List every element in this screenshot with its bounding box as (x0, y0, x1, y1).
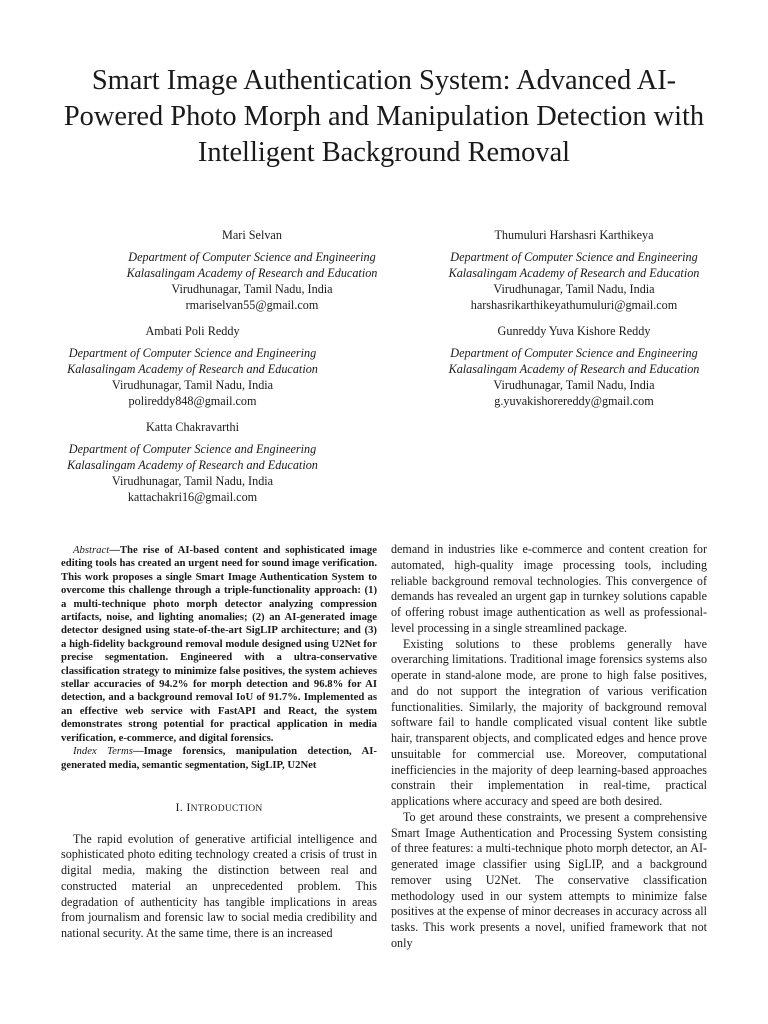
author-location: Virudhunagar, Tamil Nadu, India (111, 474, 274, 488)
section-heading (61, 800, 377, 818)
author-institution: Kalasalingam Academy of Research and Education (126, 266, 378, 280)
section-number: I. (175, 799, 184, 814)
author-name: Katta Chakravarthi (145, 420, 240, 434)
author-name: Mari Selvan (222, 228, 282, 242)
index-terms (61, 745, 377, 772)
paragraph: To get around these constraints, we present a comprehensive Smart Image Authentication and Processing System consisting of three features: a multi-technique photo morph detector, an AI-generated image classifier using SigLIP, and a background remover using U2Net. The conservative classification methodology used in our system attempts to minimize false positives at the expense of minor decreases in accuracy across all tasks. This work presents a novel, unified framework that not only (391, 809, 707, 950)
author-block (424, 227, 724, 313)
abstract-label: Abstract (73, 544, 110, 556)
author-location: Virudhunagar, Tamil Nadu, India (111, 378, 274, 392)
author-department: Department of Computer Science and Engineering (68, 346, 317, 360)
author-department: Department of Computer Science and Engineering (128, 250, 376, 264)
author-block (50, 419, 335, 505)
author-email: kattachakri16@gmail.com (127, 490, 258, 504)
author-institution: Kalasalingam Academy of Research and Education (67, 458, 318, 472)
author-block (430, 323, 718, 409)
right-column (391, 542, 707, 952)
paragraph: demand in industries like e-commerce and content creation for automated, high-quality image processing tools, including reliable background removal technologies. This convergence of demands has revealed an urgent gap in turnkey solutions capable of offering robust image authentication as well as professional-level processing in a single streamlined package. (391, 542, 707, 635)
paragraph: Existing solutions to these problems generally have overarching limitations. Traditional image forensics systems also operate in stand-alone mode, are prone to high false positives, and do not support the integration of various verification functionalities. Similarly, the majority of background removal software fail to handle complicated visual content like subtle hair, transparent objects, and complicated edges and hence prove unsuitable for commercial use. Moreover, computational inefficiencies in the majority of deep learning-based approaches constrain their implementation in real-time, practical applications where accuracy and speed are both desired. (391, 636, 707, 808)
author-department: Department of Computer Science and Engineering (450, 250, 698, 264)
section-title-rest: NTRODUCTION (190, 803, 263, 814)
author-location: Virudhunagar, Tamil Nadu, India (171, 282, 333, 296)
author-department: Department of Computer Science and Engineering (450, 346, 698, 360)
author-location: Virudhunagar, Tamil Nadu, India (493, 378, 655, 392)
section-title-initial: I (186, 799, 191, 814)
left-column (61, 544, 377, 942)
author-email: g.yuvakishorereddy@gmail.com (494, 394, 654, 408)
author-location: Virudhunagar, Tamil Nadu, India (493, 282, 655, 296)
author-block (50, 323, 335, 409)
author-email: polireddy848@gmail.com (128, 394, 257, 408)
author-name: Thumuluri Harshasri Karthikeya (494, 228, 654, 242)
intro-paragraph: The rapid evolution of generative artificial intelligence and sophisticated photo editing technology created a crisis of trust in digital media, making the distinction between real and constructed material an unprecedented problem. This degradation of authenticity has tangible implications in areas from journalism and forensic law to social media credibility and national security. At the same time, there is an increased (61, 831, 377, 941)
author-name: Ambati Poli Reddy (145, 324, 240, 338)
author-email: rmariselvan55@gmail.com (185, 298, 319, 312)
abstract (61, 544, 377, 745)
abstract-text: —The rise of AI-based content and sophisticated image editing tools has created an urgent need for sound image verification. This work proposes a single Smart Image Authentication System to overcome this challenge through a triple-functionality approach: (1) a multi-technique photo morph detector analyzing compression artifacts, noise, and lighting anomalies; (2) an AI-generated image detector designed using state-of-the-art SigLIP architecture; and (3) a high-fidelity background removal module designed using U2Net for precise segmentation. Engineered with a ultra-conservative classification strategy to minimize false positives, the system achieves stellar accuracies of 94.2% for morph detection and 96.8% for AI detection, and a background removal IoU of 91.7%. Implemented as an effective web service with FastAPI and React, the system demonstrates strong potential for practical application in media verification, e-commerce, and digital forensics. (61, 544, 377, 744)
index-terms-text: —Image forensics, manipulation detection, AI-generated media, semantic segmentation, SigLIP, U2Net (61, 745, 377, 771)
author-name: Gunreddy Yuva Kishore Reddy (497, 324, 651, 338)
index-terms-label: Index Terms (73, 745, 133, 758)
author-institution: Kalasalingam Academy of Research and Education (448, 362, 700, 376)
author-institution: Kalasalingam Academy of Research and Education (448, 266, 700, 280)
author-block (112, 227, 392, 313)
paper-title: Smart Image Authentication System: Advanced AI-Powered Photo Morph and Manipulation Detection with Intelligent Background Removal (63, 65, 705, 168)
author-email: harshasrikarthikeyathumuluri@gmail.com (470, 298, 678, 312)
author-department: Department of Computer Science and Engineering (68, 442, 317, 456)
author-institution: Kalasalingam Academy of Research and Education (67, 362, 318, 376)
